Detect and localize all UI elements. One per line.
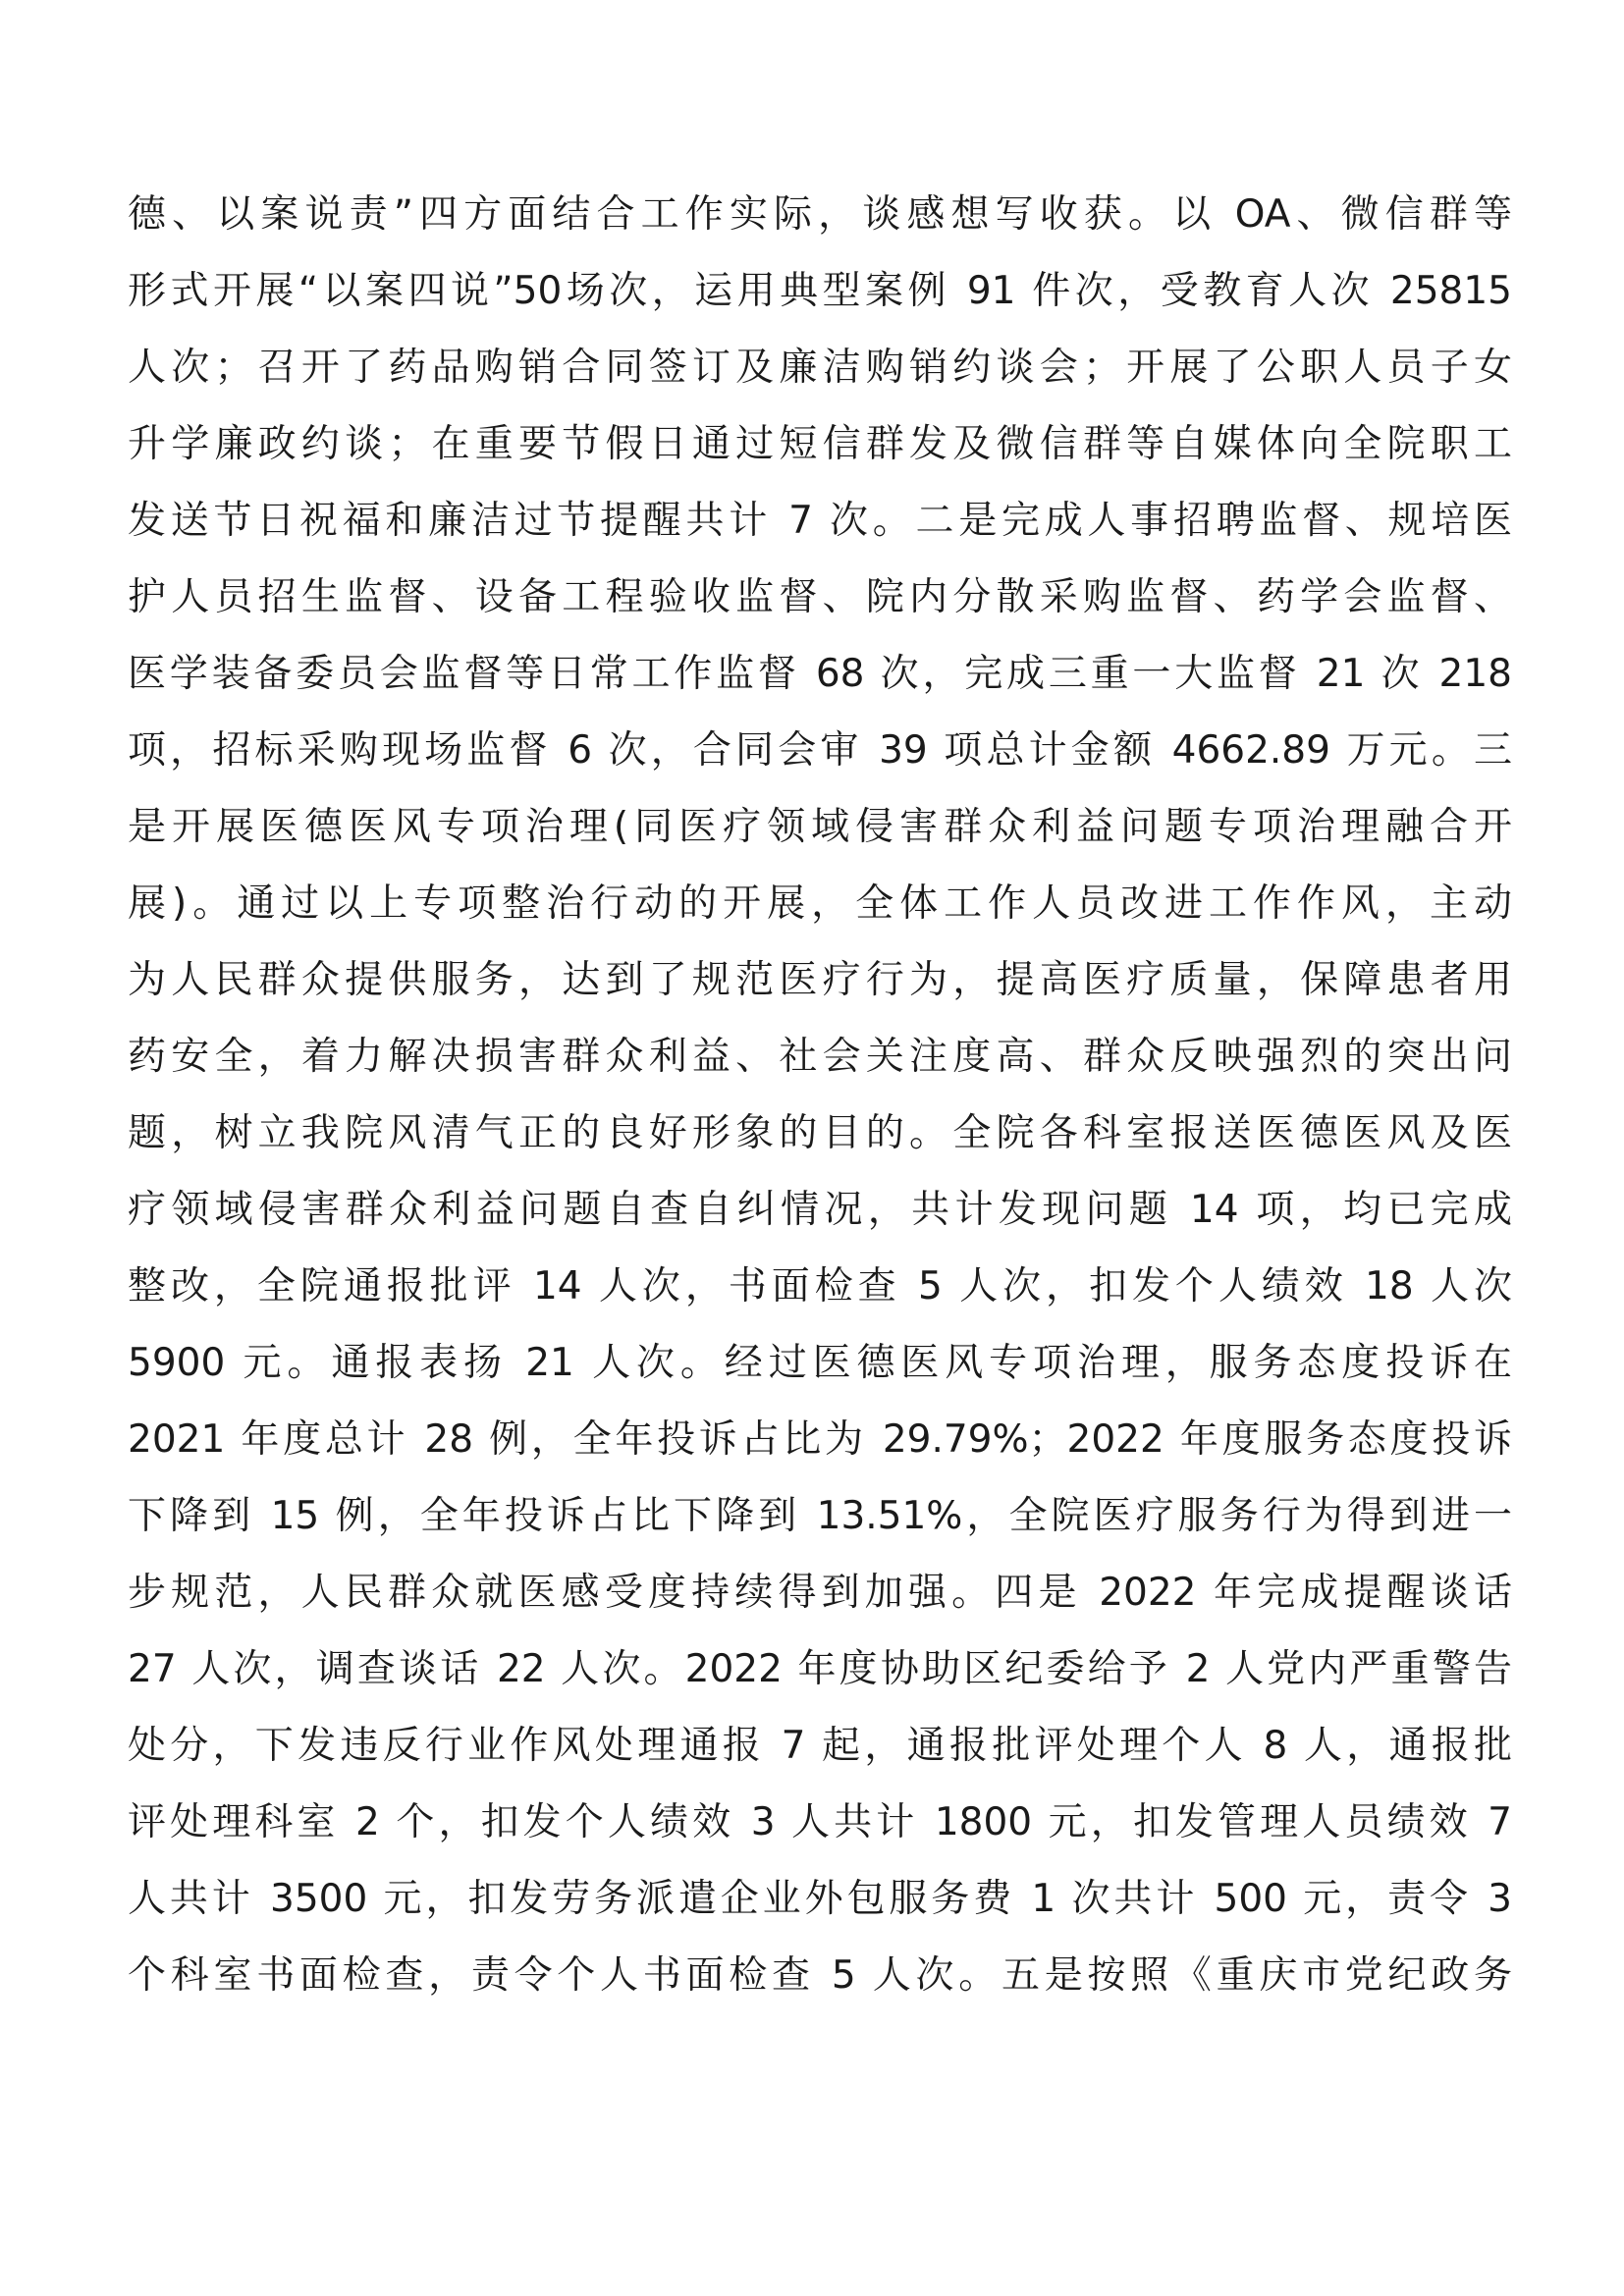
- text-line: 是开展医德医风专项治理(同医疗领域侵害群众利益问题专项治理融合开: [128, 805, 1512, 849]
- text-line: 疗领域侵害群众利益问题自查自纠情况，共计发现问题 14 项，均已完成: [128, 1188, 1512, 1232]
- text-line: 评处理科室 2 个，扣发个人绩效 3 人共计 1800 元，扣发管理人员绩效 7: [128, 1800, 1512, 1844]
- text-line: 发送节日祝福和廉洁过节提醒共计 7 次。二是完成人事招聘监督、规培医: [128, 499, 1512, 543]
- text-line: 医学装备委员会监督等日常工作监督 68 次，完成三重一大监督 21 次 218: [128, 652, 1512, 696]
- text-line: 个科室书面检查，责令个人书面检查 5 人次。五是按照《重庆市党纪政务: [128, 1953, 1512, 1998]
- text-line: 展)。通过以上专项整治行动的开展，全体工作人员改进工作作风，主动: [128, 881, 1512, 926]
- body-paragraph: [128, 177, 1512, 2014]
- text-line: 27 人次，调查谈话 22 人次。2022 年度协助区纪委给予 2 人党内严重警告: [128, 1647, 1512, 1691]
- text-line: 德、以案说责”四方面结合工作实际，谈感想写收获。以 OA、微信群等: [128, 192, 1512, 237]
- text-line: 下降到 15 例，全年投诉占比下降到 13.51%，全院医疗服务行为得到进一: [128, 1494, 1512, 1538]
- text-line: 处分，下发违反行业作风处理通报 7 起，通报批评处理个人 8 人，通报批: [128, 1724, 1512, 1768]
- text-line: 人次；召开了药品购销合同签订及廉洁购销约谈会；开展了公职人员子女: [128, 346, 1512, 390]
- text-line: 整改，全院通报批评 14 人次，书面检查 5 人次，扣发个人绩效 18 人次: [128, 1264, 1512, 1308]
- text-line: 2021 年度总计 28 例，全年投诉占比为 29.79%；2022 年度服务态度投诉: [128, 1417, 1512, 1462]
- text-line: 升学廉政约谈；在重要节假日通过短信群发及微信群等自媒体向全院职工: [128, 422, 1512, 466]
- text-line: 人共计 3500 元，扣发劳务派遣企业外包服务费 1 次共计 500 元，责令 3: [128, 1877, 1512, 1921]
- text-line: 题，树立我院风清气正的良好形象的目的。全院各科室报送医德医风及医: [128, 1111, 1512, 1155]
- text-line: 5900 元。通报表扬 21 人次。经过医德医风专项治理，服务态度投诉在: [128, 1341, 1512, 1385]
- text-line: 护人员招生监督、设备工程验收监督、院内分散采购监督、药学会监督、: [128, 575, 1512, 619]
- text-line: 为人民群众提供服务，达到了规范医疗行为，提高医疗质量，保障患者用: [128, 958, 1512, 1002]
- text-line: 项，招标采购现场监督 6 次，合同会审 39 项总计金额 4662.89 万元。三: [128, 728, 1512, 773]
- text-line: 步规范，人民群众就医感受度持续得到加强。四是 2022 年完成提醒谈话: [128, 1571, 1512, 1615]
- text-line: 药安全，着力解决损害群众利益、社会关注度高、群众反映强烈的突出问: [128, 1035, 1512, 1079]
- text-line: 形式开展“以案四说”50场次，运用典型案例 91 件次，受教育人次 25815: [128, 269, 1512, 313]
